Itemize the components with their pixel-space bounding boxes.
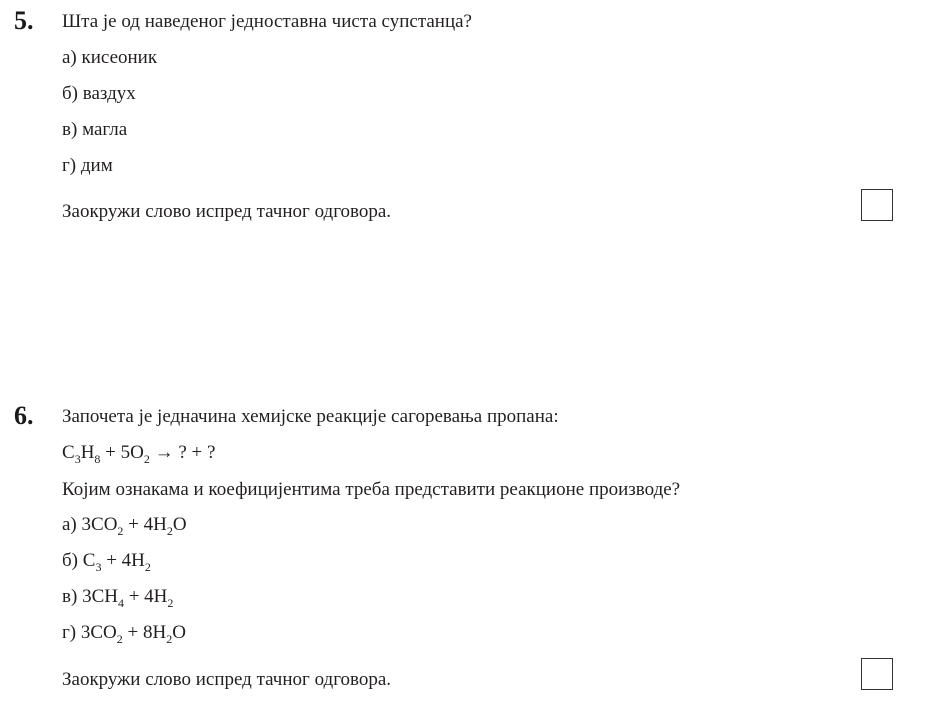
formula-part: + 4H [123,514,167,535]
instruction: Заокружи слово испред тачног одговора. [62,669,392,690]
option-label: г) [62,155,77,176]
option-label: б) [62,550,78,571]
formula-part: 3CO [80,622,117,643]
question-prompt: Шта је од наведеног једноставна чиста супстанца? [62,11,472,32]
question-sub-prompt: Којим ознакама и коефицијентима треба представити реакционе производе? [62,479,681,500]
option-d[interactable] [62,622,186,644]
option-label: б) [62,83,78,104]
formula-part: O [172,622,186,643]
option-text: дим [80,155,113,176]
question-number: 6. [14,401,34,430]
subscript: 4 [117,596,124,610]
subscript: 3 [74,452,81,466]
option-c[interactable] [62,119,127,141]
subscript: 2 [166,524,173,538]
option-c[interactable] [62,586,173,608]
option-label: в) [62,586,78,607]
option-text: ваздух [82,83,136,104]
instruction: Заокружи слово испред тачног одговора. [62,201,392,222]
option-b[interactable] [62,83,136,105]
option-text: кисеоник [81,47,158,68]
formula-part: O [172,514,187,535]
option-a[interactable] [62,514,187,536]
option-a[interactable] [62,47,157,69]
equation-part: H [80,442,95,463]
subscript: 8 [94,452,101,466]
option-text: магла [82,119,128,140]
subscript: 3 [95,560,102,574]
answer-box[interactable] [861,658,893,690]
formula-part: + 4H [123,586,168,607]
answer-box[interactable] [861,189,893,221]
option-label: а) [62,47,77,68]
question-number: 5. [14,6,34,35]
reaction-equation [62,442,215,464]
subscript: 2 [144,560,151,574]
formula-part: + 8H [122,622,167,643]
subscript: 2 [143,452,150,466]
formula-part: + 4H [101,550,145,571]
subscript: 2 [166,632,173,646]
option-b[interactable] [62,550,151,572]
equation-part: + 5O [100,442,144,463]
formula-part: C [82,550,96,571]
question-prompt: Започета је једначина хемијске реакције сагоревања пропана: [62,406,559,427]
equation-part: C [62,442,75,463]
equation-part: → ? + ? [149,442,216,463]
subscript: 2 [116,632,123,646]
subscript: 2 [117,524,124,538]
formula-part: 3CH [82,586,118,607]
subscript: 2 [167,596,174,610]
option-d[interactable] [62,155,113,177]
option-label: а) [62,514,77,535]
option-label: в) [62,119,78,140]
formula-part: 3CO [81,514,118,535]
option-label: г) [62,622,77,643]
